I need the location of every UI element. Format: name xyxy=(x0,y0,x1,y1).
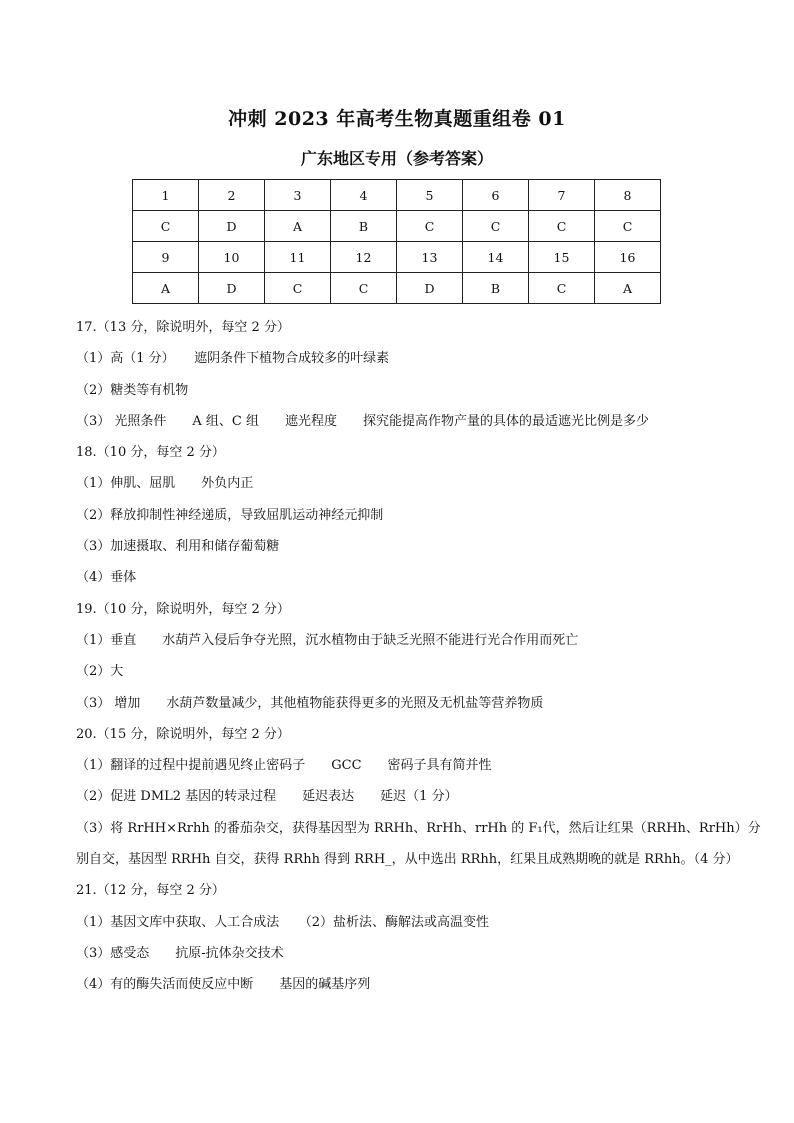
table-cell: C xyxy=(133,211,199,242)
table-cell: 6 xyxy=(463,180,529,211)
table-cell: 1 xyxy=(133,180,199,211)
table-cell: 3 xyxy=(265,180,331,211)
table-cell: 14 xyxy=(463,242,529,273)
table-cell: 10 xyxy=(199,242,265,273)
answer-line: （1）翻译的过程中提前遇见终止密码子 GCC 密码子具有简并性 xyxy=(76,758,492,774)
table-cell: C xyxy=(595,211,661,242)
table-cell: 11 xyxy=(265,242,331,273)
question-heading: 18.（10 分，每空 2 分） xyxy=(76,445,225,461)
answer-line: （2）糖类等有机物 xyxy=(76,382,189,398)
page-subtitle: 广东地区专用（参考答案） xyxy=(300,149,493,168)
answer-line: （2）大 xyxy=(76,664,124,680)
answer-line: （3） 增加 水葫芦数量减少，其他植物能获得更多的光照及无机盐等营养物质 xyxy=(76,695,544,711)
answer-line: （3）加速摄取、利用和储存葡萄糖 xyxy=(76,539,280,555)
table-cell: 15 xyxy=(529,242,595,273)
table-cell: 12 xyxy=(331,242,397,273)
page-title: 冲刺 2023 年高考生物真题重组卷 01 xyxy=(228,108,566,130)
table-cell: B xyxy=(463,273,529,304)
question-heading: 21.（12 分，每空 2 分） xyxy=(76,883,225,899)
table-cell: A xyxy=(133,273,199,304)
table-cell: C xyxy=(463,211,529,242)
table-cell: B xyxy=(331,211,397,242)
table-cell: 2 xyxy=(199,180,265,211)
table-cell: D xyxy=(199,273,265,304)
question-heading: 20.（15 分，除说明外，每空 2 分） xyxy=(76,726,290,742)
table-cell: C xyxy=(331,273,397,304)
table-cell: C xyxy=(397,211,463,242)
answer-line: （4）垂体 xyxy=(76,570,137,586)
table-row xyxy=(133,242,661,273)
answer-line: （3） 光照条件 A 组、C 组 遮光程度 探究能提高作物产量的具体的最适遮光比例是多少 xyxy=(76,413,650,429)
table-row xyxy=(133,273,661,304)
answer-line: （1）伸肌、屈肌 外负内正 xyxy=(76,476,254,492)
answer-line: （1）高（1 分） 遮阴条件下植物合成较多的叶绿素 xyxy=(76,351,390,367)
table-cell: 4 xyxy=(331,180,397,211)
answer-line: （2）促进 DML2 基因的转录过程 延迟表达 延迟（1 分） xyxy=(76,789,458,805)
answer-line: （3）感受态 抗原-抗体杂交技术 xyxy=(76,945,284,961)
table-cell: 8 xyxy=(595,180,661,211)
table-row xyxy=(133,211,661,242)
answer-line: （1）垂直 水葫芦入侵后争夺光照，沉水植物由于缺乏光照不能进行光合作用而死亡 xyxy=(76,632,579,648)
answer-table xyxy=(132,179,661,304)
table-cell: D xyxy=(397,273,463,304)
answer-paragraph: （3）将 RrHH×Rrhh 的番茄杂交，获得基因型为 RRHh、RrHh、rrHh 的 F₁代，然后让红果（RRHh、RrHh）分别自交，基因型 RRHh 自交，获得 RRhh 得到 RRH_，从中选出 RRhh，红果且成熟期晚的就是 RRhh。（4 分） xyxy=(76,820,761,868)
table-cell: 5 xyxy=(397,180,463,211)
table-row xyxy=(133,180,661,211)
table-cell: 16 xyxy=(595,242,661,273)
answer-line: （2）释放抑制性神经递质，导致屈肌运动神经元抑制 xyxy=(76,507,384,523)
answer-body xyxy=(76,312,766,1001)
table-cell: C xyxy=(529,211,595,242)
question-heading: 19.（10 分，除说明外，每空 2 分） xyxy=(76,601,290,617)
table-cell: 7 xyxy=(529,180,595,211)
answer-line: （1）基因文库中获取、人工合成法 （2）盐析法、酶解法或高温变性 xyxy=(76,914,490,930)
table-cell: C xyxy=(265,273,331,304)
table-cell: A xyxy=(265,211,331,242)
table-cell: 9 xyxy=(133,242,199,273)
question-heading: 17.（13 分，除说明外，每空 2 分） xyxy=(76,320,290,335)
answer-line: （4）有的酶失活而使反应中断 基因的碱基序列 xyxy=(76,977,371,993)
table-cell: C xyxy=(529,273,595,304)
table-cell: A xyxy=(595,273,661,304)
table-cell: D xyxy=(199,211,265,242)
table-cell: 13 xyxy=(397,242,463,273)
